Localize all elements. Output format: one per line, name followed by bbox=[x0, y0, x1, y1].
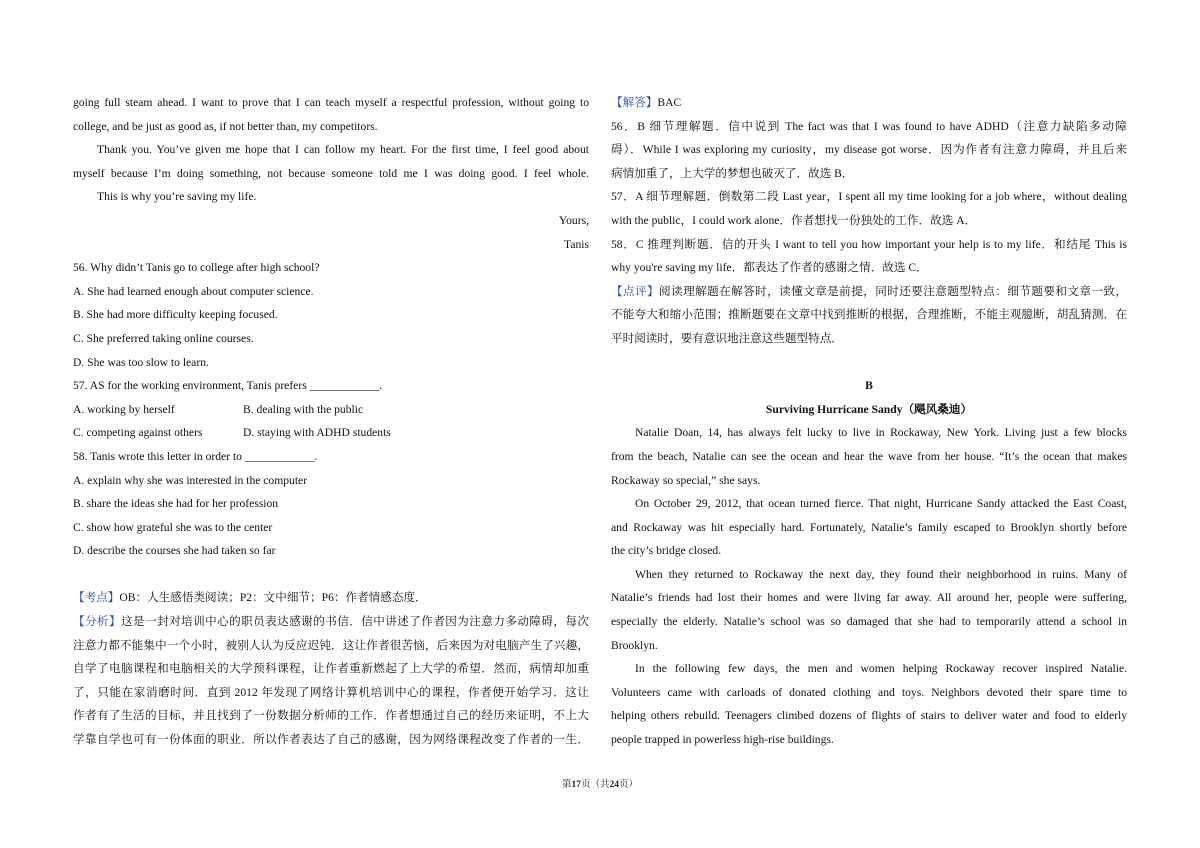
fenxi-line: 了，只能在家消磨时间．直到 2012 年发现了网络计算机培训中心的课程，作者便开始学习．这让 bbox=[73, 685, 589, 699]
kaodian-text: OB：人生感悟类阅读；P2：文中细节；P6：作者情感态度． bbox=[119, 591, 427, 605]
jieda-tag: 【解答】 bbox=[611, 96, 658, 109]
question-57-stem: 57. AS for the working environment, Tanis prefers ____________. bbox=[73, 379, 383, 393]
spacer bbox=[73, 563, 589, 587]
question-57-option-b: B. dealing with the public bbox=[243, 402, 364, 416]
passage-line: Natalie Doan, 14, has always felt lucky to live in Rockaway, New York. Living just a few blocks bbox=[635, 426, 1127, 440]
letter-line: going full steam ahead. I want to prove that I can teach myself a respectful profession, without going to bbox=[73, 96, 589, 109]
page-footer bbox=[0, 776, 1200, 790]
answer-line: 58．C 推理判断题．信的开头 I want to tell you how important your help is to my life．和结尾 This is bbox=[611, 237, 1127, 251]
question-58-option-a: A. explain why she was interested in the computer bbox=[73, 473, 308, 487]
fenxi-tag: 【分析】 bbox=[73, 615, 122, 629]
passage-line: On October 29, 2012, that ocean turned fierce. That night, Hurricane Sandy attacked the East Coast, bbox=[635, 497, 1127, 511]
passage-line: and Rockaway was hit especially hard. Fortunately, Natalie’s family escaped to Brooklyn shortly before bbox=[611, 520, 1127, 534]
passage-line: Brooklyn. bbox=[611, 638, 658, 652]
letter-line: college, and be just as good as, if not better than, my competitors. bbox=[73, 119, 378, 133]
dianping-line bbox=[611, 280, 1127, 304]
passage-line: especially the elderly. Natalie’s school was so damaged that she had to temporarily attend a school in bbox=[611, 615, 1127, 629]
jieda-text: BAC bbox=[657, 96, 682, 109]
footer-suffix: 页） bbox=[619, 780, 639, 790]
fenxi-line: 作者有了生活的目标，并且找到了一份数据分析师的工作．作者想通过自己的经历来证明，不上大 bbox=[73, 709, 589, 723]
footer-page-number: 17 bbox=[571, 780, 581, 790]
passage bbox=[611, 421, 1127, 751]
answer-line: why you're saving my life．都表达了作者的感谢之情．故选 C． bbox=[611, 261, 928, 275]
fenxi-line: 自学了电脑课程和电脑相关的大学预科课程，让作者重新燃起了上大学的希望．然而，病情却加重 bbox=[73, 662, 589, 676]
answer-line: 碍）．While I was exploring my curiosity，my disease got worse．因为作者有注意力障碍，并且后来 bbox=[611, 143, 1127, 157]
section-title: Surviving Hurricane Sandy（飓风桑迪） bbox=[765, 402, 973, 416]
dianping-line: 不能夸大和缩小范围；推断题要在文章中找到推断的根据，合理推断，不能主观臆断，胡乱猜测．在 bbox=[611, 308, 1127, 322]
passage-line: from the beach, Natalie can see the ocean and hear the wave from her house. “It’s the ocean that makes bbox=[611, 449, 1127, 463]
passage-line: helping others rebuild. Teenagers climbed dozens of flights of stairs to deliver water and food to elderly bbox=[611, 709, 1127, 723]
kaodian-line bbox=[73, 586, 589, 610]
question-58-option-b: B. share the ideas she had for her profession bbox=[73, 497, 279, 511]
fenxi-line: 学靠自学也可有一份体面的职业．所以作者表达了自己的感谢，因为网络课程改变了作者的一生． bbox=[73, 733, 589, 747]
jieda-line bbox=[611, 91, 1127, 115]
passage-line: In the following few days, the men and women helping Rockaway recover inspired Natalie. bbox=[635, 662, 1127, 676]
dianping-tag: 【点评】 bbox=[611, 284, 660, 298]
letter-closing: Yours, bbox=[558, 213, 589, 227]
fenxi-line bbox=[73, 610, 589, 634]
question-56-option-d: D. She was too slow to learn. bbox=[73, 355, 209, 369]
fenxi-text: 这是一封对培训中心的职员表达感谢的书信．信中讲述了作者因为注意力多动障碍，每次 bbox=[121, 615, 589, 629]
question-56-option-c: C. She preferred taking online courses. bbox=[73, 331, 254, 345]
fenxi-line: 注意力都不能集中一个小时，被别人认为反应迟钝．这让作者很苦恼，后来因为对电脑产生了兴趣， bbox=[73, 638, 589, 652]
question-56-stem: 56. Why didn’t Tanis go to college after high school? bbox=[73, 261, 320, 275]
right-column bbox=[611, 91, 1127, 752]
footer-mid: 页（共 bbox=[580, 780, 610, 790]
letter-line: This is why you’re saving my life. bbox=[97, 190, 257, 204]
passage-line: When they returned to Rockaway the next day, they found their neighborhood in ruins. Many of bbox=[635, 567, 1127, 581]
question-58-option-d: D. describe the courses she had taken so far bbox=[73, 544, 276, 558]
question-57-option-a: A. working by herself bbox=[73, 402, 175, 416]
answer-line: with the public，I could work alone．作者想找一份独处的工作．故选 A． bbox=[611, 213, 977, 227]
footer-prefix: 第 bbox=[561, 780, 572, 790]
question-56-option-a: A. She had learned enough about computer science. bbox=[73, 284, 314, 298]
passage-line: Volunteers came with carloads of donated clothing and toys. Neighbors devoted their spare time to bbox=[611, 685, 1127, 699]
question-58-stem: 58. Tanis wrote this letter in order to ____________. bbox=[73, 449, 318, 463]
answer-line: 57．A 细节理解题．倒数第二段 Last year，I spent all my time looking for a job where，without dealing bbox=[611, 190, 1127, 204]
spacer bbox=[611, 351, 1127, 375]
question-57-options-row-2 bbox=[73, 421, 589, 445]
question-57-option-d: D. staying with ADHD students bbox=[243, 426, 391, 440]
kaodian-tag: 【考点】 bbox=[73, 591, 120, 605]
dianping-text: 阅读理解题在解答时，读懂文章是前提，同时还要注意题型特点：细节题要和文章一致， bbox=[659, 284, 1127, 298]
section-letter: B bbox=[865, 379, 873, 393]
question-56-option-b: B. She had more difficulty keeping focused. bbox=[73, 308, 278, 322]
left-column bbox=[73, 91, 589, 752]
question-57-option-c: C. competing against others bbox=[73, 426, 203, 440]
answer-line: 病情加重了，上大学的梦想也破灭了．故选 B． bbox=[611, 166, 854, 180]
passage-line: the city’s bridge closed. bbox=[611, 544, 722, 558]
dianping-line: 平时阅读时，要有意识地注意这些题型特点． bbox=[611, 331, 843, 345]
passage-line: Natalie’s friends had lost their homes and were living far away. All around her, people were suffering, bbox=[611, 591, 1127, 605]
answer-line: 56．B 细节理解题．信中说到 The fact was that I was found to have ADHD（注意力缺陷多动障 bbox=[611, 119, 1127, 133]
letter-line: myself because I’m doing something, not because someone told me I was doing good. I feel whole. bbox=[73, 166, 589, 180]
question-57-options-row-1 bbox=[73, 398, 589, 422]
question-58-option-c: C. show how grateful she was to the center bbox=[73, 520, 273, 534]
footer-total-pages: 24 bbox=[609, 780, 619, 790]
letter-signature: Tanis bbox=[564, 237, 589, 251]
passage-line: people trapped in powerless high-rise buildings. bbox=[611, 733, 834, 747]
letter-line: Thank you. You’ve given me hope that I can follow my heart. For the first time, I feel good about bbox=[97, 143, 589, 157]
passage-line: Rockaway so special,” she says. bbox=[611, 473, 761, 487]
